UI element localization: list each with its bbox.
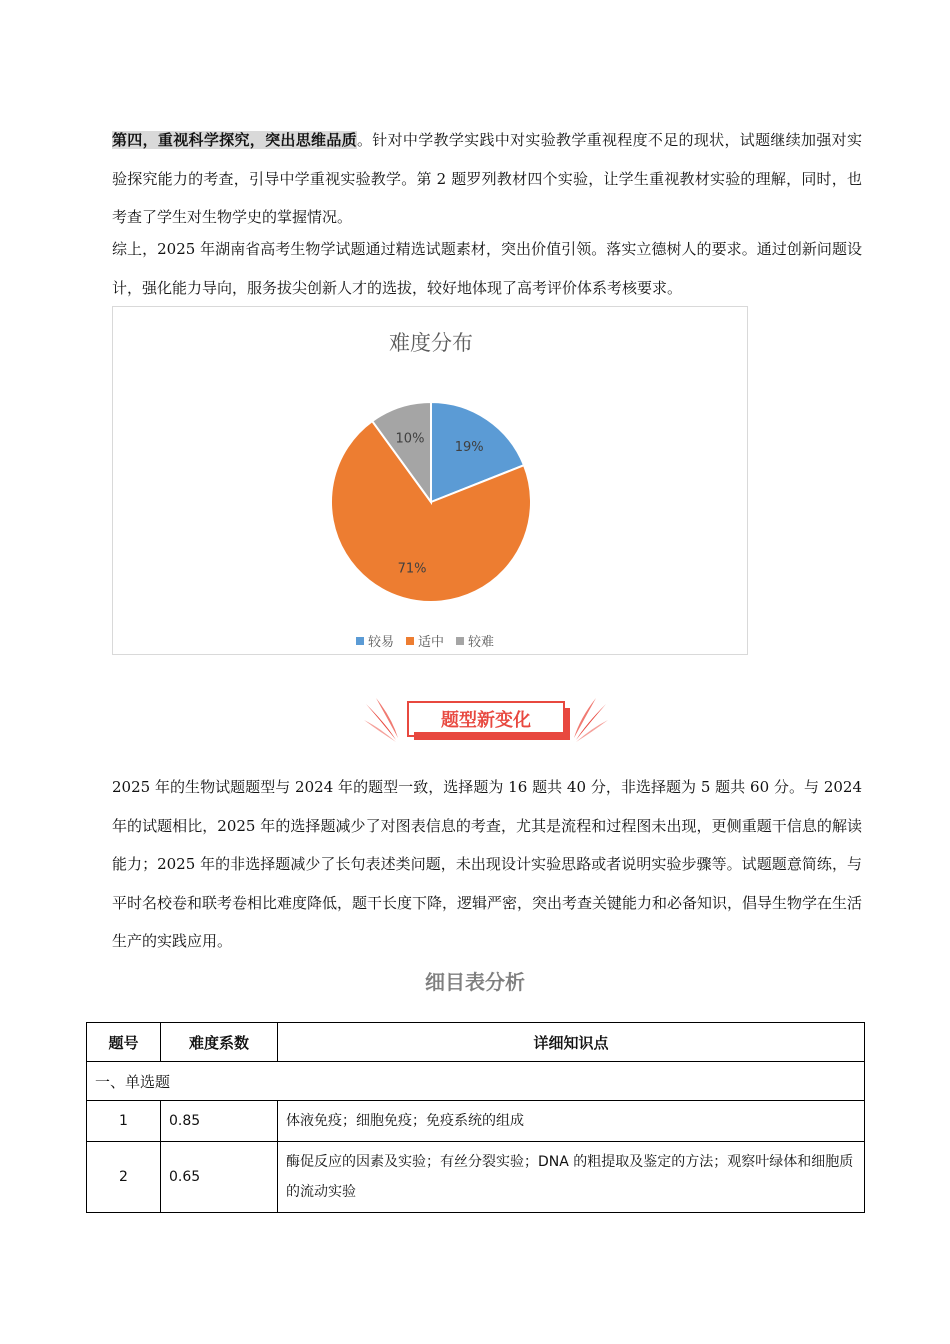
paragraph-body: 。针对中学教学实践中对实验教学重视程度不足的现状，试题继续加强对实验探究能力的考查，引导中学重视实验教学。第 2 题罗列教材四个实验，让学生重视教材实验的理解，同时，也考查了学生对生物学史的掌握情况。	[112, 131, 862, 226]
pie-data-label: 19%	[454, 439, 484, 455]
pie-data-label: 71%	[397, 561, 427, 577]
difficulty-pie-chart	[112, 306, 748, 655]
header-knowledge-points: 详细知识点	[278, 1023, 865, 1062]
table-row	[87, 1142, 865, 1213]
paragraph-new-question-types: 2025 年的生物试题题型与 2024 年的题型一致，选择题为 16 题共 40 分，非选择题为 5 题共 60 分。与 2024 年的试题相比，2025 年的选择题减少了对图表信息的考查，尤其是流程和过程图未出现，更侧重题干信息的解读能力；2025 年的非选择题减少了长句表述类问题，未出现设计实验思路或者说明实验步骤等。试题题意简练，与平时名校卷和联考卷相比难度降低，题干长度下降，逻辑严密，突出考查关键能力和必备知识，倡导生物学在生活生产的实践应用。	[112, 778, 863, 950]
header-difficulty: 难度系数	[161, 1023, 278, 1062]
paragraph-summary: 综上，2025 年湖南省高考生物学试题通过精选试题素材，突出价值引领。落实立德树人的要求。通过创新问题设计，强化能力导向，服务拔尖创新人才的选拔，较好地体现了高考评价体系考核要求。	[112, 240, 862, 297]
cell-difficulty: 0.65	[161, 1142, 278, 1213]
section-title: 细目表分析	[425, 970, 525, 994]
legend-swatch	[456, 637, 464, 645]
header-question-no: 题号	[87, 1023, 161, 1062]
pie-data-label: 10%	[395, 431, 425, 447]
section-label: 一、单选题	[87, 1062, 865, 1101]
chart-legend	[356, 634, 494, 650]
cell-question-no: 2	[87, 1142, 161, 1213]
detail-table	[86, 1022, 865, 1213]
right-leaf-decoration	[574, 698, 608, 742]
table-header-row	[87, 1023, 865, 1062]
paragraph-science-inquiry	[112, 121, 862, 237]
cell-knowledge-points: 体液免疫；细胞免疫；免疫系统的组成	[278, 1101, 865, 1142]
table-section-row	[87, 1062, 865, 1101]
chart-title: 难度分布	[389, 331, 473, 355]
cell-question-no: 1	[87, 1101, 161, 1142]
section-banner	[362, 694, 610, 746]
left-leaf-decoration	[364, 698, 398, 742]
table-row	[87, 1101, 865, 1142]
legend-swatch	[406, 637, 414, 645]
pie-slices	[331, 402, 531, 602]
banner-title: 题型新变化	[441, 710, 531, 731]
legend-label: 适中	[418, 635, 445, 650]
cell-difficulty: 0.85	[161, 1101, 278, 1142]
paragraph-lead: 第四，重视科学探究，突出思维品质	[112, 131, 357, 149]
pie-chart-svg	[113, 307, 749, 656]
legend-label: 较易	[368, 635, 395, 650]
cell-knowledge-points: 酶促反应的因素及实验；有丝分裂实验；DNA 的粗提取及鉴定的方法；观察叶绿体和细胞质的流动实验	[278, 1142, 865, 1213]
legend-label: 较难	[468, 635, 495, 650]
legend-swatch	[356, 637, 364, 645]
